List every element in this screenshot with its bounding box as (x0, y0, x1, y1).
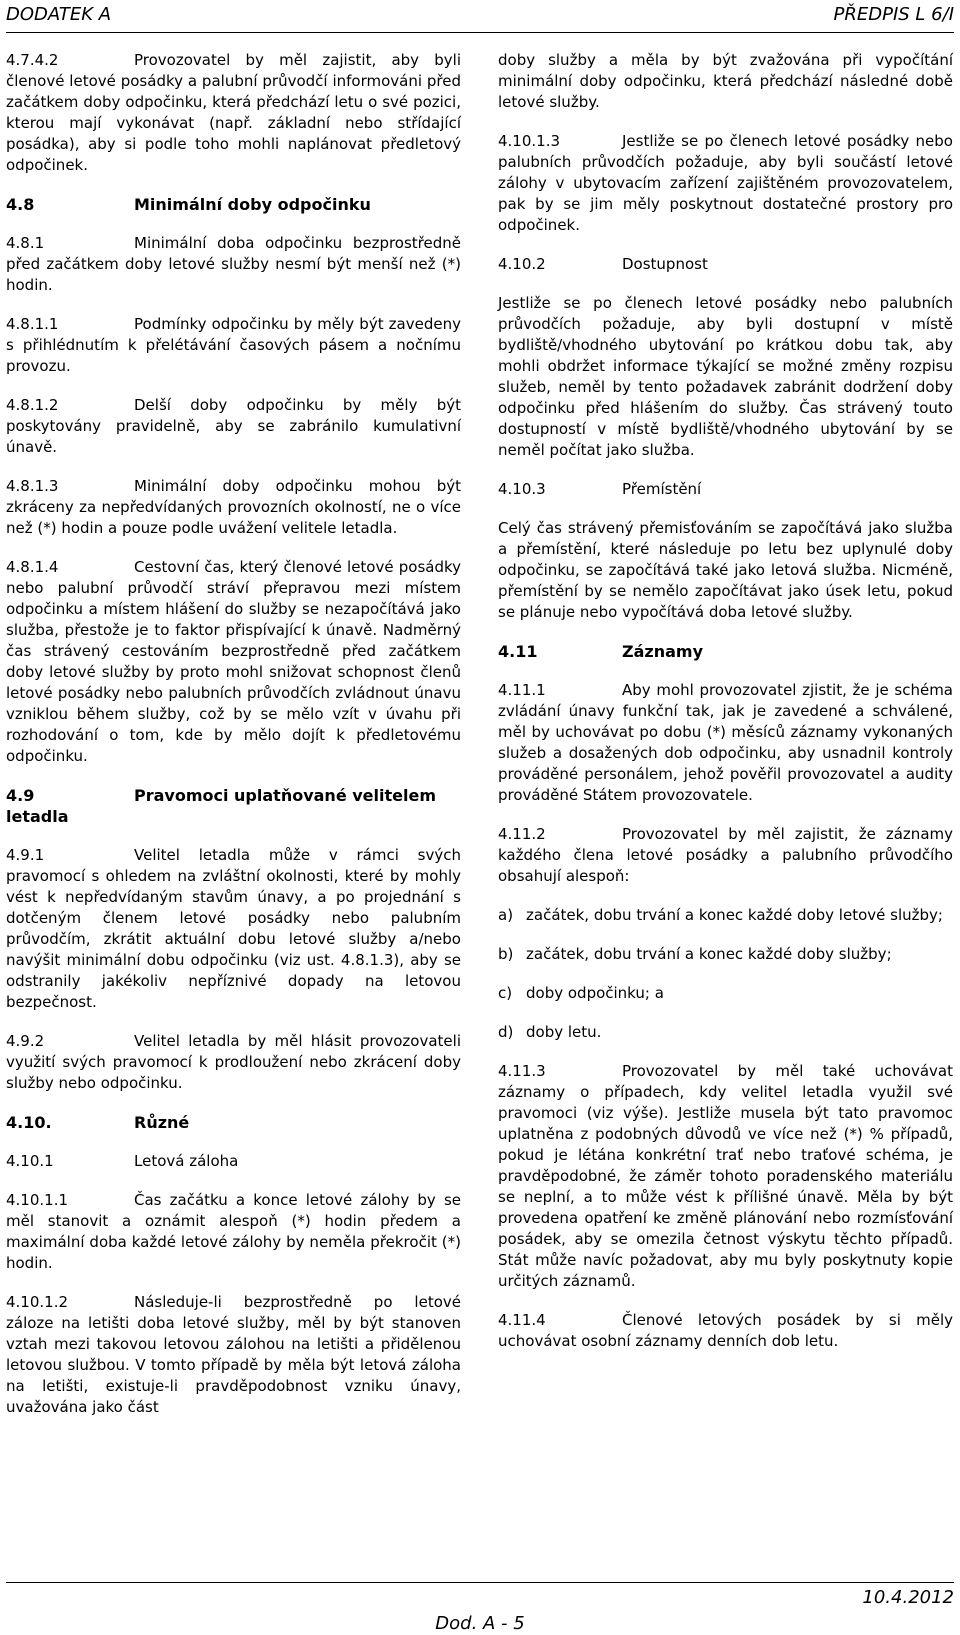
paragraph-4-7-4-2: 4.7.4.2 Provozovatel by měl zajistit, aby byli členové letové posádky a palubní průvodčí informováni před začátkem doby odpočinku, která předchází letu o své pozici, kterou mají vykonávat (např. základní nebo střídající posádka), aby si podle toho mohli naplánovat předletový odpočinek. (6, 51, 461, 174)
paragraph-4-8-1-4: 4.8.1.4 Cestovní čas, který členové letové posádky nebo palubní průvodčí stráví přepravou mezi místem odpočinku a místem hlášení do služby se nezapočítává jako služba, přestože je to faktor přispívající k únavě. Nadměrný čas strávený cestováním bezprostředně před začátkem doby letové služby by proto mohl snižovat schopnost členů letové posádky nebo palubních průvodčích zvládnout únavu vzniklou během služby, což by se mělo vzít v úvahu při rozhodování o tom, kde by mělo dojít k předletovému odpočinku. (6, 558, 461, 765)
heading-4-11: 4.11 Záznamy (498, 642, 703, 661)
paragraph-4-10-1-2: 4.10.1.2 Následuje-li bezprostředně po letové záloze na letišti doba letové služby, měl by být stanoven vztah mezi takovou letovou zálohou na letišti a přidělenou letovou službou. V tomto případě by měla být letová záloha na letišti, existuje-li pravděpodobnost vzniku únavy, uvažována jako část (6, 1293, 461, 1416)
paragraph-4-11-1: 4.11.1 Aby mohl provozovatel zjistit, že je schéma zvládání únavy funkční tak, jak je zavedené a schválené, měl by uchovávat po dobu (*) měsíců záznamy vykonaných služeb a dosažených dob odpočinku, aby usnadnil kontroly prováděné personálem, jehož pověřil provozovatel a audity prováděné Státem provozovatele. (498, 681, 953, 804)
paragraph-4-8-1: 4.8.1 Minimální doba odpočinku bezprostředně před začátkem doby letové služby nesmí být menší než (*) hodin. (6, 234, 461, 294)
list-item: c) doby odpočinku; a (498, 984, 664, 1002)
page-footer (6, 1582, 954, 1634)
paragraph-4-10-1-1: 4.10.1.1 Čas začátku a konce letové zálohy by se měl stanovit a oznámit alespoň (*) hodin předem a maximální doba každé letové zálohy by neměla překročit (*) hodin. (6, 1191, 461, 1272)
heading-4-10: 4.10. Různé (6, 1113, 190, 1132)
list-item: a) začátek, dobu trvání a konec každé doby letové služby; (498, 906, 943, 924)
paragraph-continued: doby služby a měla by být zvažována při vypočítání minimální doby odpočinku, která předchází následné době letové služby. (498, 51, 953, 111)
paragraph-4-8-1-2: 4.8.1.2 Delší doby odpočinku by měly být poskytovány pravidelně, aby se zabránilo kumulativní únavě. (6, 396, 461, 456)
list-item: b) začátek, dobu trvání a konec každé doby služby; (498, 945, 892, 963)
footer-date: 10.4.2012 (862, 1587, 954, 1608)
paragraph-4-10-1-3: 4.10.1.3 Jestliže se po členech letové posádky nebo palubních průvodčích požaduje, aby byli součástí letové zálohy v ubytovacím zařízení zajištěném provozovatelem, pak by se jim měly poskytnout dostatečné prostory pro odpočinek. (498, 132, 953, 234)
page-number: Dod. A - 5 (435, 1613, 525, 1634)
paragraph-4-10-2: Jestliže se po členech letové posádky nebo palubních průvodčích požaduje, aby byli dostupní v místě bydliště/vhodného ubytování po krátkou dobu tak, aby mohli obdržet informace týkající se možné změny rozpisu služeb, neměl by tento požadavek zabránit dodržení doby odpočinku před hlášením do služby. Čas strávený touto dostupností v místě bydliště/vhodného ubytování by se neměl počítat jako služba. (498, 294, 953, 459)
paragraph-4-8-1-1: 4.8.1.1 Podmínky odpočinku by měly být zavedeny s přihlédnutím k přelétávání časových pásem a nočnímu provozu. (6, 315, 461, 375)
paragraph-4-9-1: 4.9.1 Velitel letadla může v rámci svých pravomocí s ohledem na zvláštní okolnosti, které by mohly vést k nepředvídaným stavům únavy, a po projednání s dotčeným členem letové posádky nebo palubním průvodčím, zkrátit aktuální dobu letové služby a/nebo navýšit minimální dobu odpočinku (viz ust. 4.8.1.3), aby se odstranily jakékoliv nepříznivé dopady na letovou bezpečnost. (6, 846, 461, 1011)
paragraph-4-11-2: 4.11.2 Provozovatel by měl zajistit, že záznamy každého člena letové posádky a palubního průvodčího obsahují alespoň: (498, 825, 953, 885)
subheading-4-10-3: 4.10.3 Přemístění (498, 480, 702, 498)
paragraph-4-10-3: Celý čas strávený přemisťováním se započítává jako služba a přemístění, které následuje po letu bez uplynulé doby odpočinku, se započítává také jako letová služba. Nicméně, přemístění by se nemělo započítávat jako úsek letu, pokud se plánuje nebo vypočítává doba letové služby. (498, 519, 953, 621)
paragraph-4-11-3: 4.11.3 Provozovatel by měl také uchovávat záznamy o případech, kdy velitel letadla využil své pravomoci (viz výše). Jestliže musela být tato pravomoc uplatněna z podobných důvodů ve více než (*) % případů, pokud je létána konkrétní trať nebo traťové schéma, je pravděpodobné, že záměr tohoto poradenského materiálu se neplní, a to může vést k přílišné únavě. Měla by být provedena opatření ke změně plánování nebo rozmísťování posádek, aby se omezila četnost výskytu těchto případů. Stát může navíc požadovat, aby mu byly poskytnuty kopie určitých záznamů. (498, 1062, 953, 1290)
header-left: DODATEK A (6, 4, 112, 25)
header-right: PŘEDPIS L 6/I (833, 4, 954, 25)
list-item: d) doby letu. (498, 1023, 602, 1041)
subheading-4-10-2: 4.10.2 Dostupnost (498, 255, 708, 273)
paragraph-4-8-1-3: 4.8.1.3 Minimální doby odpočinku mohou být zkráceny za nepředvídaných provozních okolností, ne o více než (*) hodin a pouze podle uvážení velitele letadla. (6, 477, 461, 537)
heading-4-9: 4.9 Pravomoci uplatňované velitelem letadla (6, 786, 436, 826)
left-column (6, 50, 461, 1436)
heading-4-8: 4.8 Minimální doby odpočinku (6, 195, 371, 214)
subheading-4-10-1: 4.10.1 Letová záloha (6, 1152, 239, 1170)
paragraph-4-11-4: 4.11.4 Členové letových posádek by si měly uchovávat osobní záznamy denních dob letu. (498, 1311, 953, 1350)
page-header (6, 0, 954, 33)
right-column (498, 50, 953, 1370)
paragraph-4-9-2: 4.9.2 Velitel letadla by měl hlásit provozovateli využití svých pravomocí k prodloužení nebo zkrácení doby služby nebo odpočinku. (6, 1032, 461, 1092)
